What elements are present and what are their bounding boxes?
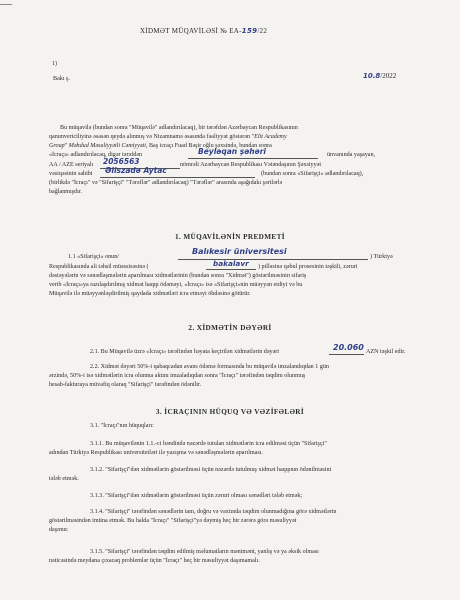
intro-line-5b: nömrəli Azərbaycan Respublikası Vətəndaşının Şəxsiyyət [180, 162, 322, 168]
intro-line-3: Group" Məhdud Məsuliyyətli Cəmiyyəti, Baş icraçı Fuad Bəşir oğlu şəxsində, bundan sonra [49, 143, 272, 149]
address-line [188, 158, 318, 159]
sec3-p5-line-1: 3.1.5. "Sifarişçi" tərəfindən təqdim edilmiş məlumatların mənimənt, yanlış və ya əksik olması [90, 549, 319, 555]
section-2-heading: 2. XİDMƏTİN DƏYƏRİ [188, 324, 272, 332]
intro-line-4b: ünvanında yaşayan, [327, 152, 376, 158]
client-name-line [100, 177, 255, 178]
intro-line-1: Bu müqavilə (bundan sonra "Müqavilə" adlandırılacaq), bir tərəfdən Azərbaycan Respublikasının [60, 125, 298, 131]
university-handwritten: Balıkesir üniversitesi [192, 247, 287, 256]
client-name-handwritten: Əliszadə Aytac [105, 166, 167, 175]
university-line [178, 259, 368, 260]
intro-line-2: qanunvericiliyinə əsasən qeydə alınmış və Nizamnamə əsasında fəaliyyət göstərən "Elit Academy [49, 134, 287, 140]
document-title [140, 27, 267, 36]
date-handwritten: 10.8 [363, 72, 381, 80]
section-3-heading: 3. İCRAÇININ HÜQUQ VƏ VƏZİFƏLƏRİ [155, 408, 305, 416]
degree-line [206, 269, 256, 270]
title-year: /22 [257, 27, 268, 35]
sec1-line-2a: Respublikasında ali təhsil müəssisəsinə ( [49, 264, 149, 270]
sec1-line-4: verib «İcraçı»ya razılaşdırılmış xidmət haqqı ödəməyi, «İcraçı» isə «Sifarişçi»nin müəyyən etdiyi və bu [49, 282, 303, 288]
intro-line-7: (birlikdə "İcraçı" və "Sifarişçi" "Tərəflər" adlandırılacaq) "Tərəflər" arasında aşağıdakı şərtlərlə [49, 180, 283, 186]
item-number: 1) [52, 61, 58, 67]
intro-line-5a: AA / AZE seriyalı [49, 162, 94, 168]
section-1-heading: 1. MÜQAVİLƏNİN PREDMETİ [174, 233, 286, 241]
sec1-line-1a: 1.1 «Sifarişçi» onun/ [68, 254, 119, 260]
sec3-p2-line-1: 3.1.2. "Sifarişçi"dən xidmətlərin göstərilməsi üçün nəzərdə tutulmuş xidmət haqqının ödənilməsini [90, 467, 332, 473]
address-handwritten: Beyləqan şəhəri [198, 147, 266, 156]
sec3-p1-line-2: adından Türkiyə Respublikası universitetləri ilə yazışma və sənədləşmələrin aparılması. [49, 450, 263, 456]
id-number-handwritten: 2056563 [103, 157, 140, 166]
sec2-p2-line-1: 2.2. Xidmət dəyəri 50%-i qabaqcadan avans ödəmə formasında bu müqavilə imzalandıqdan 1 gün [90, 364, 329, 370]
intro-line-6b: (bundan sonra «Sifarişçi» adlandırılacaq), [261, 171, 364, 177]
intro-line-4a: «İcraçı» adlandırılacaq, digər tərəfdən [49, 152, 143, 158]
sec1-line-2b: ) pilləsinə qəbul prosesinin təşkili, zəruri [258, 264, 358, 270]
sec2-p2-line-3: hesab-fakturaya müvafiq olaraq "Sifarişçi" tərəfindən ödənilir. [49, 382, 202, 388]
sec3-p4-line-1: 3.1.4. "Sifarişçi" tərəfindən sənədlərin tam, doğru və vaxtında təqdim olunmadığına görə xidmətlərin [90, 509, 337, 515]
sec1-line-5: Müqavilə ilə müəyyənləşdirilmiş qaydada xidmətləri icra etməyi öhdəsinə götürür. [49, 291, 251, 297]
sec3-p4-line-2: göstərilməsindən imtina etmək. Bu halda "İcraçı" "Sifarişçi"yə dəymiş heç bir zərərə görə məsuliyyət [49, 518, 297, 524]
contract-number: 159 [241, 27, 258, 35]
intro-line-8: bağlanmışdır. [49, 189, 83, 195]
sec3-p1-line-1: 3.1.1. Bu müqavilənin 1.1.-ci bəndində nəzərdə tutulan xidmətlərin icra edilməsi üçün "Sifarişçi" [90, 441, 327, 447]
sec2-p1b: AZN təşkil edir. [366, 349, 406, 355]
sec1-line-3: dəstəyələrin və sənədləşmələrin aparılması xidmətlərinin (bundan sonra "Xidmət") göstərilməsinin sifariş [49, 273, 307, 279]
sec2-p1a: 2.1. Bu Müqavilə üzrə «İcraçı» tərəfindən həyata keçirilən xidmətlərin dəyəri [90, 349, 279, 355]
corner-mark [0, 4, 12, 5]
sec3-p5-line-2: nəticəsində meydana çıxacaq problemlər üçün "İcraçı" heç bir məsuliyyət daşımamalı. [49, 558, 260, 564]
contract-date [363, 72, 396, 81]
sec3-p0: 3.1. "İcraçı"nın hüquqları: [90, 423, 154, 429]
sec3-p2-line-2: tələb etmək. [49, 476, 79, 482]
title-prefix: XİDMƏT MÜQAVİLƏSİ № EA- [140, 27, 242, 35]
sec2-p2-line-2: ərzində, 50%-i isə xidmətlərin icra olunma aktını imzaladıqdan sonra "İcraçı" tərəfindən təqdim olunmuş [49, 373, 306, 379]
degree-handwritten: bakalavr [213, 259, 249, 268]
intro-line-6a: vəsiqəsinin sahibi [49, 171, 93, 177]
sec1-line-1b: ) Türkiyə [370, 254, 393, 260]
sec3-p3: 3.1.3. "Sifarişçi"dən xidmətlərin göstərilməsi üçün zəruri olması sənədləri tələb etmək; [90, 493, 303, 499]
city: Bakı ş. [53, 76, 70, 82]
sec3-p4-line-3: daşımır. [49, 527, 69, 533]
price-line [329, 354, 364, 355]
date-suffix: /2022 [380, 72, 397, 80]
price-handwritten: 20.060 [333, 343, 364, 352]
